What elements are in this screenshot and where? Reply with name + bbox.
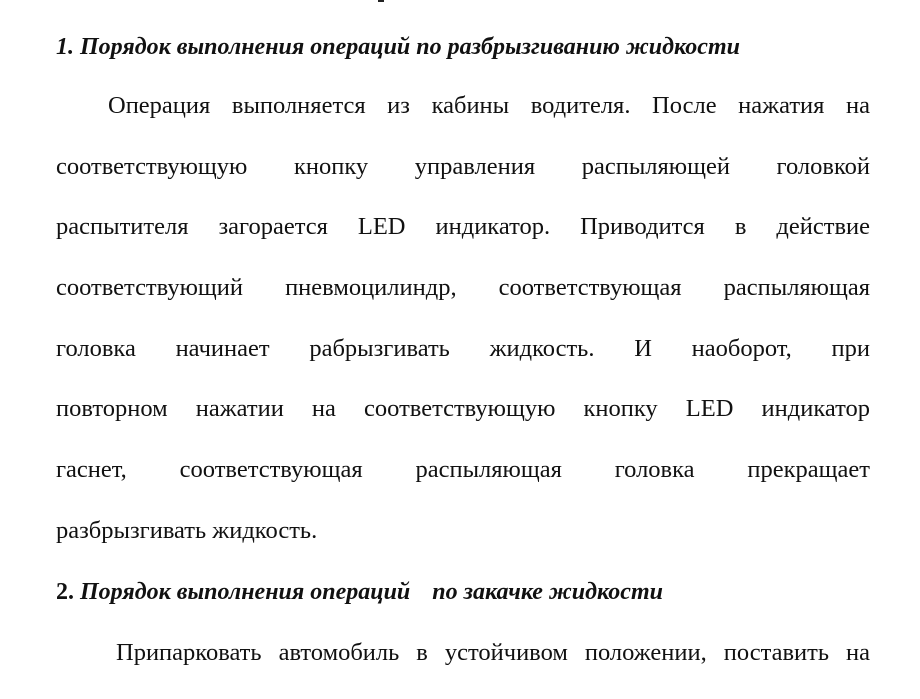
paragraph-line: гаснет, соответствующая распыляющая головка прекращает	[56, 456, 870, 484]
section-1-number: 1.	[56, 34, 74, 60]
section-2-number: 2.	[56, 579, 74, 605]
section-1-title: Порядок выполнения операций по разбрызгиванию жидкости	[80, 34, 740, 60]
section-2-title: Порядок выполнения операций	[80, 579, 411, 605]
paragraph-line: головка начинает рабрызгивать жидкость. И наоборот, при	[56, 334, 870, 362]
page-top-mark	[378, 0, 384, 2]
paragraph-line: соответствующий пневмоцилиндр, соответствующая распыляющая	[56, 274, 870, 302]
paragraph-line: соответствующую кнопку управления распыляющей головкой	[56, 152, 870, 180]
section-2-paragraph	[56, 638, 870, 699]
paragraph-line: Операция выполняется из кабины водителя. После нажатия на	[108, 92, 870, 119]
section-1-paragraph	[56, 91, 870, 577]
paragraph-line: Припарковать автомобиль в устойчивом положении, поставить на	[116, 639, 870, 666]
paragraph-line: разбрызгивать жидкость.	[56, 516, 318, 544]
section-1-heading	[56, 32, 740, 62]
paragraph-line: повторном нажатии на соответствующую кнопку LED индикатор	[56, 395, 870, 423]
paragraph-line: распытителя загорается LED индикатор. Приводится в действие	[56, 213, 870, 241]
section-2-heading	[56, 577, 663, 607]
section-2-title-tail: по закачке жидкости	[432, 579, 663, 605]
